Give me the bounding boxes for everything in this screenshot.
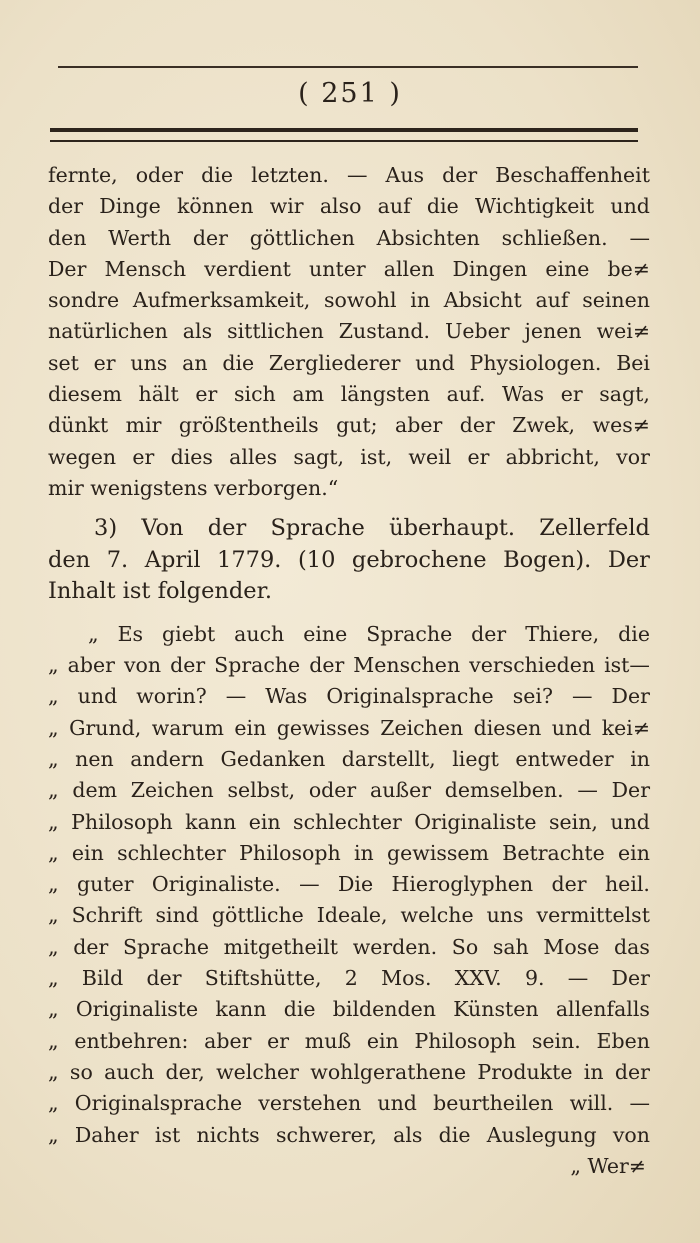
word: beurtheilen <box>433 1091 554 1116</box>
word: und <box>551 715 592 740</box>
word: Beschaffenheit <box>495 163 650 187</box>
word: allen <box>383 256 435 281</box>
word: von <box>123 653 162 678</box>
quote-line <box>48 1057 650 1088</box>
word: auf <box>377 194 411 219</box>
word: aber <box>394 413 443 438</box>
word: der <box>442 163 478 187</box>
word: „ <box>48 746 59 771</box>
word: in <box>353 840 374 865</box>
word: wohlgerathene <box>310 1059 467 1084</box>
word: die <box>618 621 650 646</box>
word: und <box>77 684 118 709</box>
body-text <box>48 160 650 1182</box>
word: Zustand. <box>338 319 431 344</box>
word: ist <box>154 1122 181 1147</box>
word: der <box>192 225 228 250</box>
quote-line <box>48 775 650 806</box>
word: sagt, <box>293 444 345 469</box>
word: auf <box>535 288 569 313</box>
word: Philosoph <box>414 1028 517 1053</box>
word: Physiologen. <box>469 350 602 375</box>
word: wes≠ <box>592 413 650 438</box>
word: diesem <box>48 382 122 407</box>
section-heading-line <box>48 545 650 577</box>
word: Zergliederer <box>268 350 401 375</box>
word: vor <box>616 444 650 469</box>
text-line <box>48 160 650 191</box>
quote-line <box>48 1088 650 1119</box>
word: am <box>292 382 325 407</box>
word: nichts <box>196 1122 260 1147</box>
word: Die <box>337 872 374 897</box>
word: andern <box>130 746 204 771</box>
word: So <box>451 934 479 959</box>
word: ein <box>71 840 104 865</box>
word: eine <box>545 256 590 281</box>
word: der <box>309 653 345 678</box>
quote-line <box>48 650 650 681</box>
word: mitgetheilt <box>223 934 339 959</box>
word: als <box>182 319 213 344</box>
word: Dingen <box>452 256 528 281</box>
word: sowohl <box>324 288 397 313</box>
paragraph-2-heading <box>48 513 650 608</box>
word: Zeichen <box>380 715 464 740</box>
word: welche <box>400 903 474 928</box>
word: er <box>467 444 490 469</box>
word: Künsten <box>453 997 539 1022</box>
word: und <box>415 350 455 375</box>
word: letzten. <box>251 163 329 187</box>
word: vermittelst <box>536 903 650 928</box>
word: Der <box>611 778 650 803</box>
word: aber <box>204 1028 252 1053</box>
word: der <box>146 966 182 991</box>
word: „ <box>48 1028 59 1053</box>
word: sittlichen <box>227 319 324 344</box>
word: muß <box>304 1028 352 1053</box>
word: be≠ <box>607 256 650 281</box>
word: kann <box>215 997 267 1022</box>
word: er <box>195 382 218 407</box>
word: unter <box>309 256 366 281</box>
catchword: „ Wer≠ <box>570 1153 646 1178</box>
quote-line <box>48 807 650 838</box>
word: der <box>48 194 84 219</box>
word: schlechter <box>117 840 226 865</box>
word: oder <box>135 163 184 187</box>
word: Wichtigkeit <box>474 194 595 219</box>
word: dies <box>170 444 213 469</box>
word: Menschen <box>353 653 461 678</box>
text-line <box>48 442 650 473</box>
word: schlechter <box>293 809 402 834</box>
word: er <box>560 382 583 407</box>
word: 3) <box>94 515 118 542</box>
word: Zeichen <box>130 778 214 803</box>
word: Absichten <box>376 225 480 250</box>
word: „ <box>48 966 59 991</box>
text-line <box>48 316 650 347</box>
word: — <box>346 163 368 187</box>
word: seinen <box>582 288 650 313</box>
word: „ <box>48 872 59 897</box>
word: heil. <box>604 872 650 897</box>
word: den <box>48 546 91 573</box>
word: Sprache <box>270 515 365 542</box>
word: mir <box>125 413 162 438</box>
quote-line <box>48 1120 650 1151</box>
word: Der <box>611 684 650 709</box>
word: Mensch <box>104 256 187 281</box>
quote-line <box>48 932 650 963</box>
word: größtentheils <box>178 413 319 438</box>
quote-line <box>48 869 650 900</box>
word: der <box>170 653 206 678</box>
section-heading-line <box>48 513 650 545</box>
word: verstehen <box>258 1091 362 1116</box>
word: sein. <box>531 1028 581 1053</box>
word: dünkt <box>48 413 109 438</box>
word: ein <box>234 715 267 740</box>
word: Eben <box>596 1028 650 1053</box>
word: „ <box>48 903 59 928</box>
word: „ <box>48 715 59 740</box>
word: der, <box>165 1059 205 1084</box>
word: fernte, <box>48 163 118 187</box>
word: die <box>283 997 316 1022</box>
word: er <box>267 1028 290 1053</box>
text-line <box>48 191 650 222</box>
word: — <box>299 872 320 897</box>
word: Originaliste. <box>151 872 281 897</box>
word: längsten <box>340 382 430 407</box>
word: Schrift <box>71 903 143 928</box>
word: auch <box>234 621 285 646</box>
word: Der <box>607 546 650 573</box>
text-line <box>48 348 650 379</box>
word: will. <box>569 1091 614 1116</box>
word: demselben. <box>444 778 564 803</box>
word: — <box>629 225 650 250</box>
word: wei≠ <box>596 319 650 344</box>
word: „ <box>48 1059 59 1084</box>
word: Philosoph <box>239 840 341 865</box>
word: gut; <box>336 413 378 438</box>
quotation <box>48 619 650 1182</box>
word: „ <box>48 684 59 709</box>
word: uns <box>486 903 524 928</box>
word: sich <box>234 382 276 407</box>
word: sagt, <box>599 382 650 407</box>
word: jenen <box>524 319 582 344</box>
word: und <box>377 1091 417 1116</box>
word: Ideale, <box>316 903 388 928</box>
paragraph-1 <box>48 160 650 504</box>
word: Daher <box>74 1122 139 1147</box>
word: können <box>176 194 254 219</box>
word: set <box>48 350 79 375</box>
word: kann <box>185 809 237 834</box>
word: dem <box>72 778 118 803</box>
word: so <box>69 1059 93 1084</box>
word: die <box>426 194 459 219</box>
word: in <box>630 746 650 771</box>
word: ein <box>618 840 650 865</box>
word: Sprache <box>122 934 209 959</box>
word: die <box>438 1122 471 1147</box>
quote-line <box>48 1026 650 1057</box>
word: verschieden <box>469 653 596 678</box>
word: das <box>614 934 650 959</box>
word: liegt <box>452 746 499 771</box>
word: Sprache <box>366 621 453 646</box>
word: Was <box>502 382 545 407</box>
word: selbst, <box>227 778 296 803</box>
word: Zwek, <box>512 413 576 438</box>
word: Der <box>48 256 87 281</box>
word: schließen. <box>501 225 608 250</box>
word: er <box>132 444 155 469</box>
word: in <box>583 1059 604 1084</box>
word: Werth <box>108 225 172 250</box>
text-line <box>48 223 650 254</box>
word: abbricht, <box>505 444 600 469</box>
word: Es <box>117 621 144 646</box>
word: Thiere, <box>525 621 600 646</box>
word: die <box>222 350 255 375</box>
word: Zellerfeld <box>539 515 650 542</box>
word: kei≠ <box>601 715 650 740</box>
word: Originaliste <box>75 997 199 1022</box>
word: Aufmerksamkeit, <box>132 288 311 313</box>
word: der <box>73 934 109 959</box>
word: „ <box>48 1091 59 1116</box>
word: in <box>410 288 431 313</box>
word: „ <box>88 621 99 646</box>
word: also <box>319 194 362 219</box>
quote-line <box>48 963 650 994</box>
word: natürlichen <box>48 319 168 344</box>
word: — <box>567 966 589 991</box>
text-line: mir wenigstens verborgen.“ <box>48 475 339 500</box>
word: „ <box>48 840 59 865</box>
word: sondre <box>48 288 120 313</box>
word: „ <box>48 934 59 959</box>
word: diesen <box>473 715 542 740</box>
word: Was <box>265 684 308 709</box>
word: 2 <box>344 966 358 991</box>
word: sah <box>492 934 529 959</box>
word: — <box>577 778 598 803</box>
word: und <box>610 809 650 834</box>
word: eine <box>303 621 348 646</box>
word: worin? <box>136 684 207 709</box>
word: welcher <box>216 1059 299 1084</box>
section-heading-line: Inhalt ist folgender. <box>48 578 273 605</box>
word: schwerer, <box>275 1122 377 1147</box>
quote-line <box>48 681 650 712</box>
word: „ <box>48 809 59 834</box>
word: Originalsprache <box>74 1091 243 1116</box>
text-line <box>48 410 650 441</box>
word: Hieroglyphen <box>391 872 534 897</box>
word: der <box>459 413 495 438</box>
word: Originaliste <box>414 809 537 834</box>
word: Stiftshütte, <box>204 966 322 991</box>
word: allenfalls <box>555 997 650 1022</box>
word: „ <box>48 1122 59 1147</box>
quote-line <box>48 838 650 869</box>
word: bildenden <box>332 997 436 1022</box>
word: entbehren: <box>74 1028 189 1053</box>
word: Aus <box>385 163 425 187</box>
word: warum <box>151 715 224 740</box>
text-line <box>48 254 650 285</box>
word: (10 <box>297 546 336 573</box>
word: außer <box>369 778 432 803</box>
word: überhaupt. <box>389 515 516 542</box>
word: Ueber <box>445 319 510 344</box>
header-rule-double <box>50 128 638 142</box>
word: ist, <box>360 444 393 469</box>
word: werden. <box>352 934 438 959</box>
word: guter <box>77 872 134 897</box>
quote-line <box>48 713 650 744</box>
word: Mos. <box>381 966 432 991</box>
word: auf. <box>446 382 486 407</box>
word: aber <box>67 653 115 678</box>
word: Auslegung <box>486 1122 597 1147</box>
word: Dinge <box>99 194 161 219</box>
word: auch <box>104 1059 155 1084</box>
word: Bei <box>616 350 650 375</box>
word: entweder <box>515 746 614 771</box>
word: uns <box>130 350 168 375</box>
word: ist— <box>604 653 650 678</box>
word: „ <box>48 653 59 678</box>
word: weil <box>408 444 452 469</box>
word: sein, <box>548 809 598 834</box>
word: ein <box>248 809 281 834</box>
word: Grund, <box>69 715 142 740</box>
word: die <box>201 163 233 187</box>
word: von <box>612 1122 650 1147</box>
word: der <box>614 1059 650 1084</box>
page-number: ( 251 ) <box>298 78 402 109</box>
quote-line <box>48 994 650 1025</box>
word: Absicht <box>443 288 522 313</box>
word: als <box>393 1122 423 1147</box>
quote-line <box>48 619 650 650</box>
word: — <box>571 684 593 709</box>
text-line <box>48 379 650 410</box>
word: der <box>551 872 587 897</box>
word: „ <box>48 778 59 803</box>
word: Produkte <box>477 1059 573 1084</box>
word: göttliche <box>211 903 304 928</box>
word: gewisses <box>276 715 370 740</box>
word: XXV. <box>454 966 502 991</box>
word: 1779. <box>217 546 282 573</box>
word: alles <box>229 444 278 469</box>
word: sind <box>155 903 199 928</box>
word: und <box>610 194 650 219</box>
word: Von <box>141 515 184 542</box>
text-line <box>48 285 650 316</box>
word: wegen <box>48 444 117 469</box>
word: verdient <box>204 256 291 281</box>
word: hält <box>138 382 179 407</box>
word: „ <box>48 997 59 1022</box>
word: Gedanken <box>220 746 326 771</box>
word: Betrachte <box>502 840 605 865</box>
word: — <box>629 1091 650 1116</box>
word: er <box>93 350 116 375</box>
word: oder <box>308 778 357 803</box>
word: nen <box>75 746 114 771</box>
word: Mose <box>543 934 600 959</box>
word: der <box>471 621 507 646</box>
word: den <box>48 225 87 250</box>
quote-line <box>48 744 650 775</box>
word: Der <box>611 966 650 991</box>
word: gewissem <box>387 840 489 865</box>
word: Sprache <box>214 653 301 678</box>
header-rule-top <box>58 66 638 68</box>
word: sei? <box>512 684 553 709</box>
word: 7. <box>106 546 129 573</box>
word: ein <box>366 1028 399 1053</box>
word: 9. <box>524 966 545 991</box>
word: göttlichen <box>249 225 355 250</box>
word: — <box>225 684 247 709</box>
word: wir <box>269 194 304 219</box>
quote-line <box>48 900 650 931</box>
word: Originalsprache <box>326 684 494 709</box>
word: April <box>144 546 201 573</box>
word: darstellt, <box>341 746 436 771</box>
word: Philosoph <box>71 809 173 834</box>
word: an <box>182 350 208 375</box>
word: der <box>207 515 247 542</box>
word: gebrochene <box>351 546 487 573</box>
word: Bild <box>81 966 124 991</box>
word: giebt <box>162 621 216 646</box>
word: Bogen). <box>503 546 592 573</box>
